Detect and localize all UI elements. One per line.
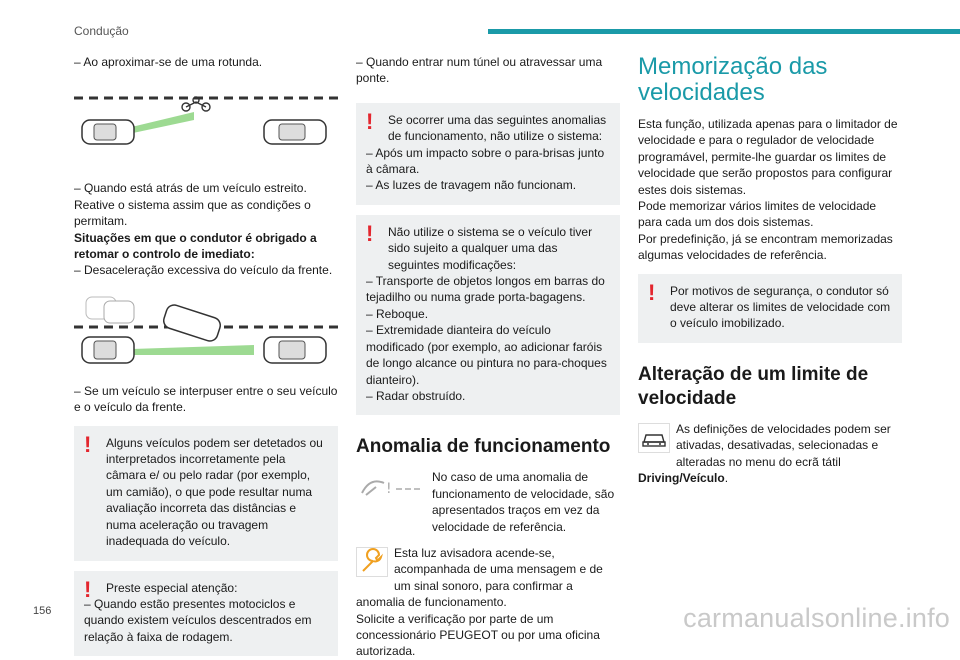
cut-in-car-shape bbox=[162, 303, 223, 343]
warning-detection-text: ! Alguns veículos podem ser detetados ou interpretados incorretamente pela câmara e/ ou pelo radar (por exemplo, um camião), o que pode resultar numa avaliação incorreta das distâncias e numa aceleração ou travagem inadequada do veículo. bbox=[84, 435, 328, 550]
touchscreen-row bbox=[638, 421, 902, 487]
warning-box-safety bbox=[638, 274, 902, 343]
watermark: carmanualsonline.info bbox=[683, 603, 950, 633]
text-service-light: Esta luz avisadora acende-se, acompanhada de uma mensagem e de um sinal sonoro, para confirmar a anomalia de funcionamento. bbox=[356, 545, 603, 610]
speed-dashes-icon bbox=[356, 469, 424, 507]
header-section-title: Condução bbox=[74, 24, 129, 38]
warning-malfunction-item2: – As luzes de travagem não funcionam. bbox=[366, 178, 577, 193]
warning-attention-title: ! Preste especial atenção: bbox=[84, 580, 328, 596]
text-contact-dealer: Solicite a verificação por parte de um concessionário PEUGEOT ou por uma oficina autorizada. bbox=[356, 611, 600, 659]
service-light-row bbox=[356, 545, 620, 611]
warning-box-malfunction bbox=[356, 103, 620, 205]
warning-modifications-title: ! Não utilize o sistema se o veículo tiver sido sujeito a qualquer uma das seguintes modificações: bbox=[366, 224, 610, 273]
text-narrow-vehicle: – Quando está atrás de um veículo estreito. Reative o sistema assim que as condições o permitam. bbox=[74, 181, 311, 229]
text-memory-multiple: Pode memorizar vários limites de velocidade para cada um dos dois sistemas. bbox=[638, 199, 877, 230]
warning-safety-text: ! Por motivos de segurança, o condutor só deve alterar os limites de velocidade com o veículo imobilizado. bbox=[648, 283, 892, 332]
heading-change-limit: Alteração de um limite de velocidade bbox=[638, 363, 869, 409]
text-cut-in: – Se um veículo se interpuser entre o seu veículo e o veículo da frente. bbox=[74, 383, 338, 415]
text-roundabout: – Ao aproximar-se de uma rotunda. bbox=[74, 55, 263, 69]
warning-box-modifications bbox=[356, 215, 620, 415]
text-tunnel: – Quando entrar num túnel ou atravessar uma ponte. bbox=[356, 55, 603, 86]
text-dashes: No caso de uma anomalia de funcionamento de velocidade, são apresentados traços em vez da velocidade de referência. bbox=[432, 470, 615, 534]
heading-speed-memory: Memorização das velocidades bbox=[638, 53, 828, 106]
warning-modifications-item2: – Reboque. bbox=[366, 306, 429, 321]
text-memory-desc: Esta função, utilizada apenas para o limitador de velocidade e para o regulador de velocidade programável, permite-lhe guardar os limites de velocidade que serão propostos para configurar estes dois sistemas. bbox=[638, 117, 898, 197]
heading-malfunction: Anomalia de funcionamento bbox=[356, 436, 611, 458]
warning-attention-text: – Quando estão presentes motociclos e quando existem veículos descentrados em relação à faixa de rodagem. bbox=[84, 596, 312, 644]
warning-modifications-item3: – Extremidade dianteira do veículo modificado (por exemplo, ao adicionar faróis de longo alcance ou pintura no para-choques dianteiro). bbox=[366, 323, 607, 387]
wrench-warning-icon bbox=[356, 547, 388, 581]
warning-malfunction-title: ! Se ocorrer uma das seguintes anomalias de funcionamento, não utilize o sistema: bbox=[366, 112, 610, 145]
text-memory-default: Por predefinição, já se encontram memorizadas algumas velocidades de referência. bbox=[638, 231, 893, 263]
page-number: 156 bbox=[33, 605, 52, 617]
text-touchscreen: As definições de velocidades podem ser ativadas, desativadas, selecionadas e alteradas no menu do ecrã tátil Driving/Veículo. bbox=[638, 421, 891, 486]
dashes-display-row bbox=[356, 469, 620, 535]
header-accent-bar bbox=[488, 29, 960, 34]
column-middle bbox=[356, 54, 620, 660]
illustration-cut-in bbox=[74, 293, 338, 373]
warning-malfunction-item1: – Após um impacto sobre o para-brisas junto à câmara. bbox=[366, 145, 605, 177]
svg-text:!: ! bbox=[386, 481, 392, 498]
text-takeover-heading: Situações em que o condutor é obrigado a retomar o controlo de imediato: bbox=[74, 230, 317, 262]
menu-name-driving: Driving/Veículo bbox=[638, 471, 725, 486]
warning-box-detection bbox=[74, 426, 338, 561]
warning-modifications-item1: – Transporte de objetos longos em barras do tejadilho ou numa grade porta-bagagens. bbox=[366, 274, 605, 305]
warning-modifications-item4: – Radar obstruído. bbox=[366, 388, 466, 403]
text-deceleration: – Desaceleração excessiva do veículo da frente. bbox=[74, 263, 333, 278]
illustration-narrow-vehicle bbox=[74, 90, 338, 170]
column-right bbox=[638, 54, 902, 487]
warning-box-attention bbox=[74, 571, 338, 657]
car-menu-icon bbox=[638, 423, 670, 457]
column-left bbox=[74, 54, 338, 656]
